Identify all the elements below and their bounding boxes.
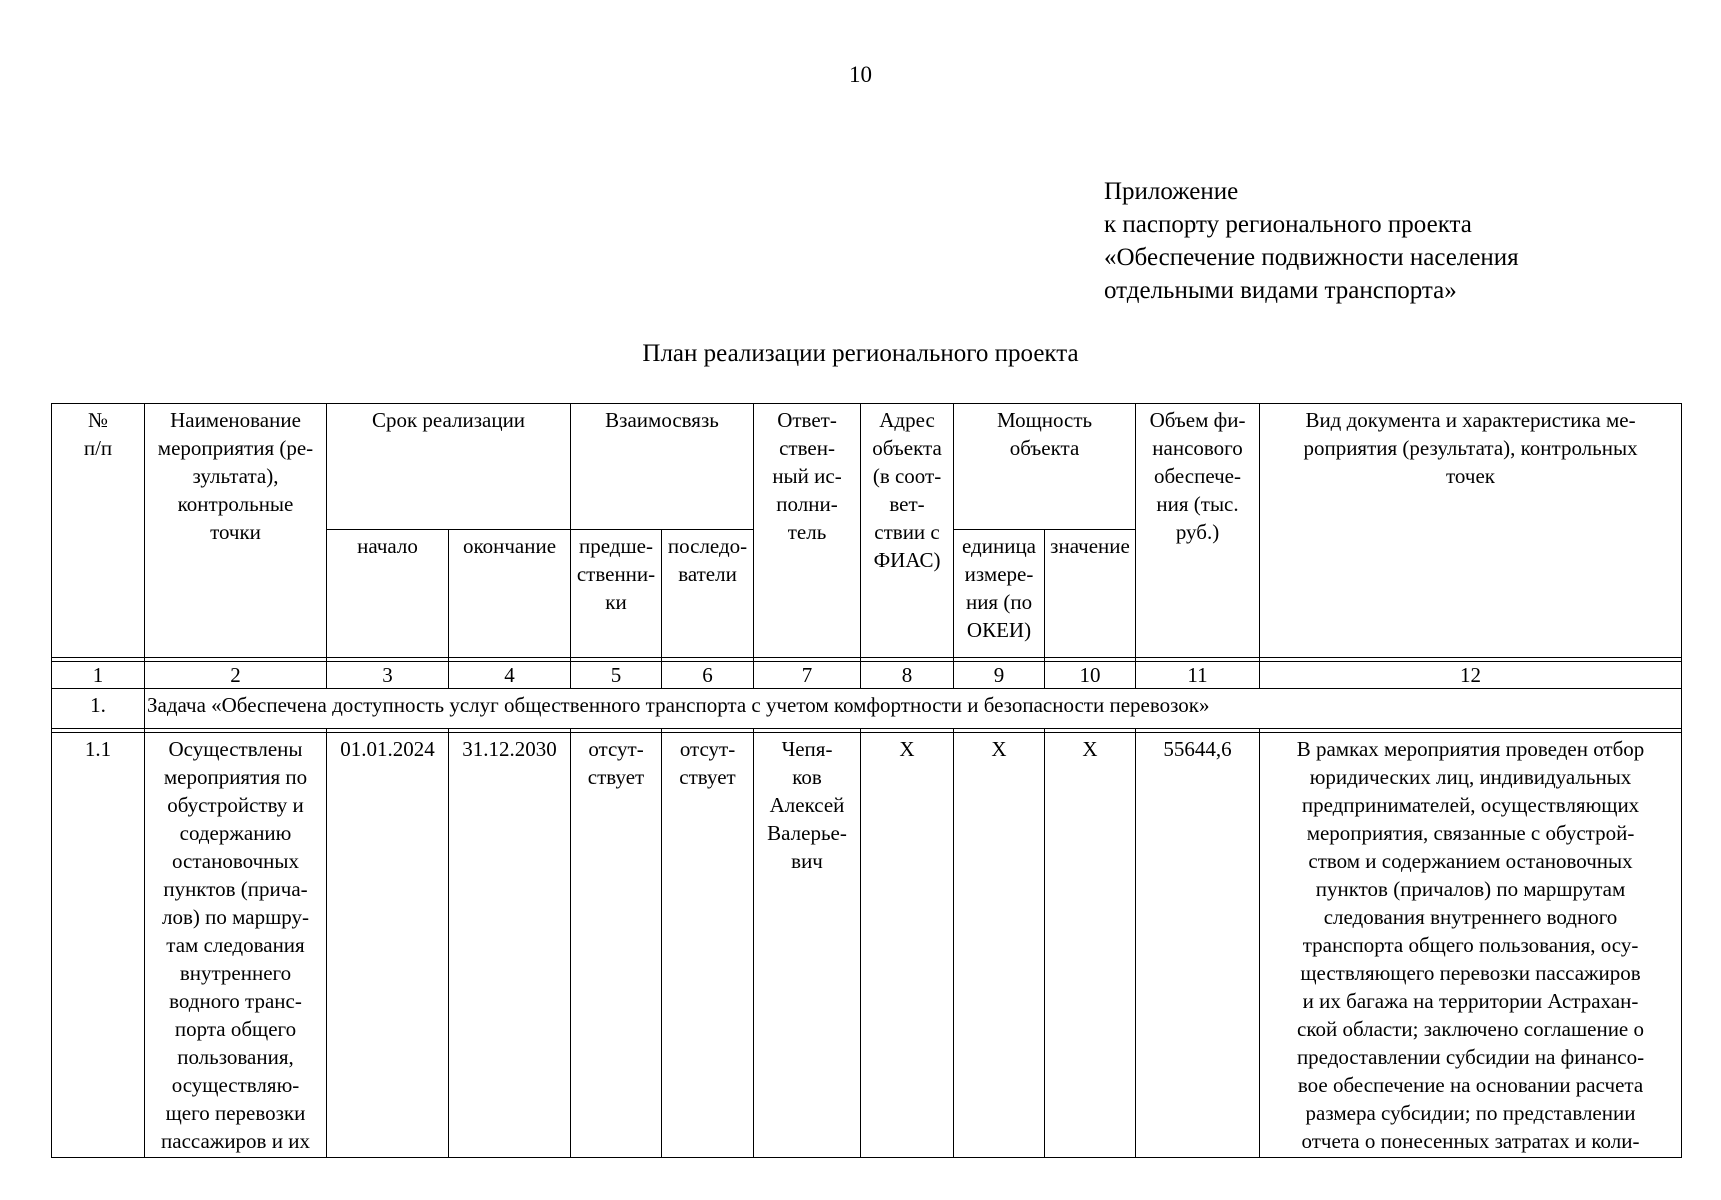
- header-link-prev: предше- ственни- ки: [571, 530, 662, 658]
- plan-table: [51, 403, 1682, 1158]
- column-number: 2: [145, 662, 327, 689]
- plan-title: План реализации регионального проекта: [642, 340, 1079, 367]
- appendix-header: [1104, 175, 1519, 307]
- task-num: 1.: [52, 689, 145, 729]
- header-link: Взаимосвязь: [571, 404, 754, 530]
- header-term-start: начало: [327, 530, 449, 658]
- header-row-1: [52, 404, 1682, 530]
- table-row: [52, 733, 1682, 1158]
- appendix-line: Приложение: [1104, 178, 1239, 205]
- column-number: 10: [1045, 662, 1136, 689]
- column-number: 7: [754, 662, 861, 689]
- column-number: 6: [662, 662, 754, 689]
- header-responsible: Ответ- ствен- ный ис- полни- тель: [754, 404, 861, 658]
- page-number: 10: [849, 62, 872, 87]
- column-number: 5: [571, 662, 662, 689]
- header-doc: Вид документа и характеристика ме- роприятия (результата), контрольных точек: [1260, 404, 1682, 658]
- column-number: 12: [1260, 662, 1682, 689]
- header-name: Наименование мероприятия (ре- зультата), контрольные точки: [145, 404, 327, 658]
- appendix-line: отдельными видами транспорта»: [1104, 277, 1457, 304]
- header-term: Срок реализации: [327, 404, 571, 530]
- row-address: Х: [861, 733, 954, 1158]
- column-number: 9: [954, 662, 1045, 689]
- task-text: Задача «Обеспечена доступность услуг общественного транспорта с учетом комфортности и безопасности перевозок»: [145, 689, 1682, 729]
- appendix-line: «Обеспечение подвижности населения: [1104, 244, 1519, 271]
- header-capacity: Мощность объекта: [954, 404, 1136, 530]
- column-number: 4: [449, 662, 571, 689]
- header-link-next: последо- ватели: [662, 530, 754, 658]
- row-next: отсут- ствует: [662, 733, 754, 1158]
- column-number: 3: [327, 662, 449, 689]
- header-value: значение: [1045, 530, 1136, 658]
- row-unit: Х: [954, 733, 1045, 1158]
- row-name: Осуществлены мероприятия по обустройству и содержанию остановочных пунктов (прича- лов) по маршру- там следования внутреннего водного транс- порта общего пользования, осуществляю- щего перевозки пассажиров и их: [145, 733, 327, 1158]
- header-unit: единица измере- ния (по ОКЕИ): [954, 530, 1045, 658]
- header-term-end: окончание: [449, 530, 571, 658]
- row-description: В рамках мероприятия проведен отбор юридических лиц, индивидуальных предпринимателей, осуществляющих мероприятия, связанные с обустрой- ством и содержанием остановочных пунктов (причалов) по маршрутам следования внутреннего водного транспорта общего пользования, осу- ществляющего перевозки пассажиров и их багажа на территории Астрахан- ской области; заключено соглашение о предоставлении субсидии на финансо- вое обеспечение на основании расчета размера субсидии; по представлении отчета о понесенных затратах и коли-: [1260, 733, 1682, 1158]
- column-number-row: [52, 662, 1682, 689]
- row-start: 01.01.2024: [327, 733, 449, 1158]
- row-finance: 55644,6: [1136, 733, 1260, 1158]
- appendix-line: к паспорту регионального проекта: [1104, 211, 1472, 238]
- column-number: 11: [1136, 662, 1260, 689]
- header-num: № п/п: [52, 404, 145, 658]
- column-number: 8: [861, 662, 954, 689]
- row-prev: отсут- ствует: [571, 733, 662, 1158]
- row-num: 1.1: [52, 733, 145, 1158]
- header-address: Адрес объекта (в соот- вет- ствии с ФИАС): [861, 404, 954, 658]
- task-row: [52, 689, 1682, 729]
- header-finance: Объем фи- нансового обеспече- ния (тыс. руб.): [1136, 404, 1260, 658]
- row-value: Х: [1045, 733, 1136, 1158]
- row-end: 31.12.2030: [449, 733, 571, 1158]
- plan-table-wrap: [51, 403, 1681, 1158]
- row-responsible: Чепя- ков Алексей Валерье- вич: [754, 733, 861, 1158]
- column-number: 1: [52, 662, 145, 689]
